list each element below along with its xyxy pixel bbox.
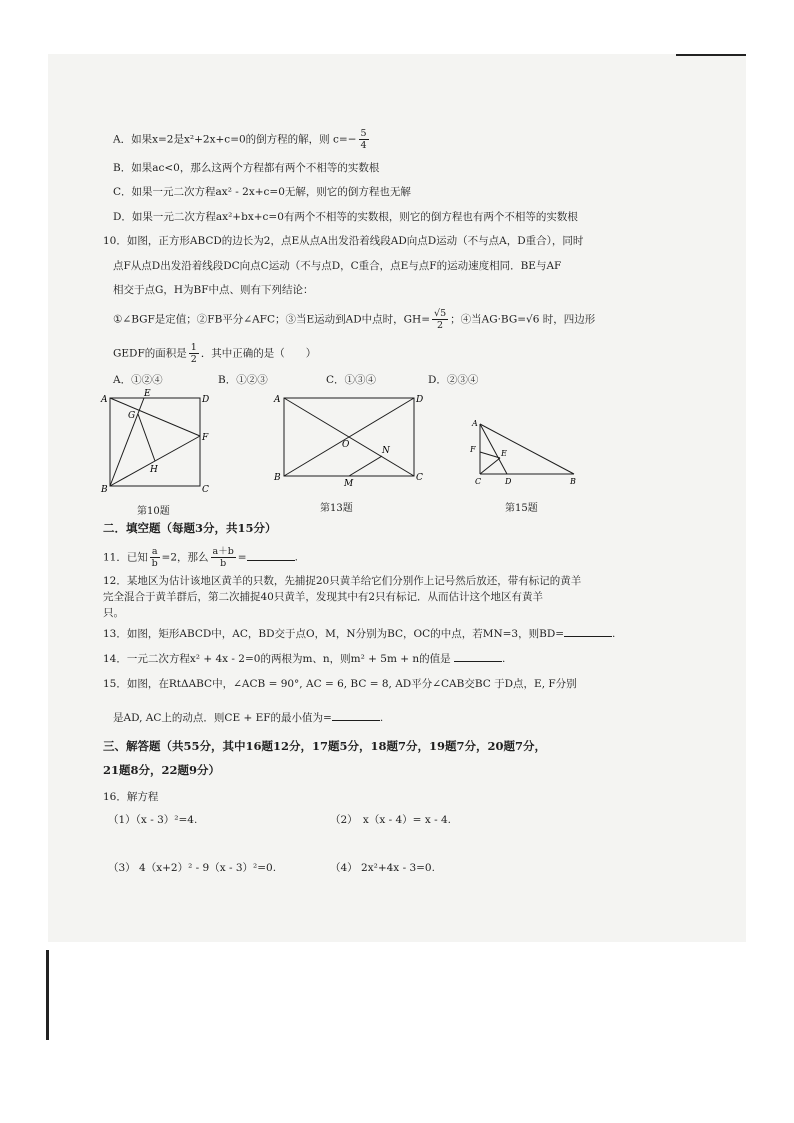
- q11: 11．已知 $\frac{a}{b}$ =2，那么 $\frac{a+b}{b}$ = .: [103, 546, 298, 569]
- fig10-label-h: H: [150, 465, 158, 475]
- fig10-label-e: E: [144, 389, 151, 399]
- q13: 13．如图，矩形ABCD中，AC，BD交于点O，M，N分别为BC，OC的中点，若MN=3，则BD= .: [103, 628, 616, 640]
- q10-line-2: 点F从点D出发沿着线段DC向点C运动（不与点D，C重合，点E与点F的运动速度相同．BE与AF: [113, 260, 562, 272]
- fig15-label-d: D: [505, 477, 512, 486]
- q16-part-2: （2） x（x - 4）= x - 4.: [330, 814, 451, 826]
- q10-line-4: ①∠BGF是定值；②FB平分∠AFC；③当E运动到AD中点时，GH= $\frac{√5}{2}$ ；④当AG·BG=√6 时，四边形: [113, 308, 596, 331]
- q9-option-a: A．如果x=2是x²+2x+c=0的倒方程的解，则 c=− $\frac{5}{4}$: [113, 128, 367, 151]
- q16-part-4: （4） 2x²+4x - 3=0.: [330, 862, 435, 874]
- q10-option-a: A．①②④: [113, 374, 163, 386]
- fig15-label-e: E: [501, 449, 507, 458]
- fig13-label-m: M: [344, 479, 354, 486]
- fraction-5-4: $\frac{5}{4}$: [360, 128, 367, 151]
- q12-line-1: 12．某地区为估计该地区黄羊的只数，先捕捉20只黄羊给它们分别作上记号然后放还，带有标记的黄羊: [103, 575, 582, 587]
- figure-15-caption: 第15题: [505, 503, 538, 514]
- q12-line-2: 完全混合于黄羊群后，第二次捕捉40只黄羊，发现其中有2只有标记．从而估计这个地区有黄羊: [103, 591, 544, 603]
- figure-10-caption: 第10题: [137, 506, 170, 517]
- section-2-title: 二．填空题（每题3分，共15分）: [103, 521, 277, 535]
- q9-option-c: C．如果一元二次方程ax² - 2x+c=0无解，则它的倒方程也无解: [113, 186, 411, 198]
- fig10-label-c: C: [202, 485, 209, 495]
- q16-part-3: （3） 4（x+2）² - 9（x - 3）²=0.: [108, 862, 277, 874]
- q16-title: 16．解方程: [103, 791, 159, 803]
- q10-option-b: B．①②③: [218, 374, 268, 386]
- scan-edge-mark: [46, 950, 49, 1040]
- q14: 14．一元二次方程x² + 4x - 2=0的两根为m、n，则m² + 5m + n的值是 .: [103, 653, 506, 665]
- q10-option-d: D．②③④: [428, 374, 479, 386]
- figure-13-rectangle: [272, 390, 432, 486]
- section-3-title-line-1: 三、解答题（共55分，其中16题12分，17题5分，18题7分，19题7分，20题7分，: [103, 739, 547, 753]
- q15-answer-blank[interactable]: [332, 710, 380, 721]
- fig15-label-a: A: [472, 419, 478, 428]
- q15-line-2: 是AD, AC上的动点．则CE + EF的最小值为= .: [113, 712, 384, 724]
- fig10-label-g: G: [128, 411, 136, 421]
- q10-line-1: 10．如图，正方形ABCD的边长为2，点E从点A出发沿着线段AD向点D运动（不与点A，D重合），同时: [103, 235, 584, 247]
- fig13-label-a: A: [274, 395, 281, 405]
- fig13-label-d: D: [416, 395, 424, 405]
- q10-line-3: 相交于点G，H为BF中点、则有下列结论：: [113, 284, 314, 296]
- fig13-label-o: O: [342, 440, 350, 450]
- fraction-a-b: $\frac{a}{b}$: [151, 546, 158, 569]
- q14-answer-blank[interactable]: [454, 651, 502, 662]
- fig10-label-d: D: [202, 395, 210, 405]
- q12-line-3: 只。: [103, 607, 124, 619]
- q15-line-1: 15．如图，在RtΔABC中，∠ACB = 90°, AC = 6, BC = 8, AD平分∠CAB交BC 于D点，E, F分别: [103, 678, 577, 690]
- fig13-label-c: C: [416, 473, 423, 483]
- q10-option-c: C．①③④: [326, 374, 377, 386]
- q9-option-d: D．如果一元二次方程ax²+bx+c=0有两个不相等的实数根，则它的倒方程也有两个不相等的实数根: [113, 211, 578, 223]
- fraction-1-2: $\frac{1}{2}$: [190, 342, 197, 365]
- section-3-title-line-2: 21题8分，22题9分）: [103, 763, 221, 777]
- fig15-label-c: C: [475, 477, 482, 486]
- q13-answer-blank[interactable]: [564, 626, 612, 637]
- fraction-sqrt5-2: $\frac{√5}{2}$: [434, 308, 447, 331]
- fig10-label-f: F: [202, 433, 209, 443]
- fig15-label-f: F: [470, 445, 476, 454]
- fig15-label-b: B: [570, 477, 576, 486]
- fig10-label-a: A: [101, 395, 108, 405]
- fig13-label-n: N: [382, 446, 390, 456]
- fig13-label-b: B: [274, 473, 281, 483]
- figure-13-caption: 第13题: [320, 503, 353, 514]
- q10-line-5: GEDF的面积是 $\frac{1}{2}$ ．其中正确的是（ ）: [113, 342, 317, 365]
- scan-corner-mark: [676, 54, 746, 56]
- figure-10-square: [98, 388, 218, 496]
- q9-option-b: B．如果ac<0，那么这两个方程都有两个不相等的实数根: [113, 162, 380, 174]
- fig10-label-b: B: [101, 485, 108, 495]
- fraction-a-plus-b-over-b: $\frac{a+b}{b}$: [212, 546, 234, 569]
- q16-part-1: （1）（x - 3）²=4.: [108, 814, 198, 826]
- q11-answer-blank[interactable]: [247, 550, 295, 561]
- figure-15-triangle: [470, 416, 582, 488]
